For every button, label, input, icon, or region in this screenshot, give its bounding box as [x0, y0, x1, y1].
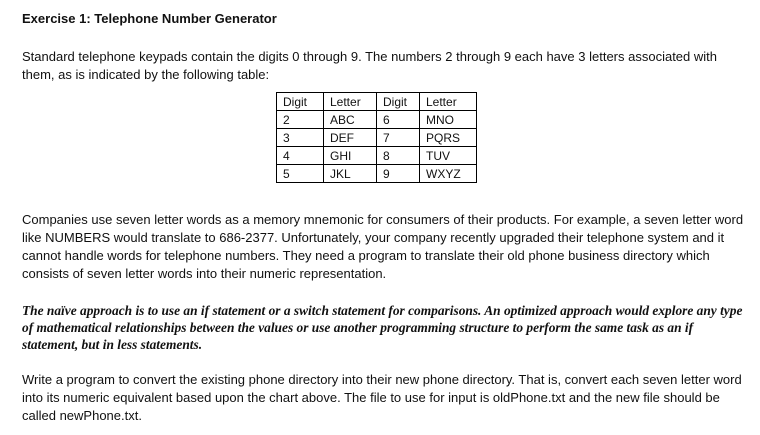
table-cell: 4 [277, 147, 324, 165]
table-cell: TUV [420, 147, 477, 165]
header-letter-2: Letter [420, 93, 477, 111]
table-cell: JKL [324, 165, 377, 183]
table-cell: MNO [420, 111, 477, 129]
header-letter-1: Letter [324, 93, 377, 111]
table-cell: 9 [377, 165, 420, 183]
table-cell: 8 [377, 147, 420, 165]
table-cell: ABC [324, 111, 377, 129]
table-cell: 3 [277, 129, 324, 147]
exercise-heading: Exercise 1: Telephone Number Generator [22, 11, 277, 26]
keypad-table [276, 92, 477, 183]
intro-paragraph: Standard telephone keypads contain the digits 0 through 9. The numbers 2 through 9 each have 3 letters associated with them, as is indicated by the following table: [22, 49, 717, 82]
table-cell: WXYZ [420, 165, 477, 183]
table-cell: PQRS [420, 129, 477, 147]
header-digit-2: Digit [377, 93, 420, 111]
approach-note-paragraph: The naïve approach is to use an if statement or a switch statement for comparisons. An optimized approach would explore any type of mathematical relationships between the values or use another programming structure to perform the same task as an if statement, but in less statements. [22, 303, 743, 352]
mnemonic-paragraph: Companies use seven letter words as a memory mnemonic for consumers of their products. For example, a seven letter word like NUMBERS would translate to 686-2377. Unfortunately, your company recently upgraded their telephone system and it cannot handle words for telephone numbers. They need a program to translate their old phone business directory which consists of seven letter words into their numeric representation. [22, 212, 744, 281]
table-row [277, 147, 477, 165]
table-cell: DEF [324, 129, 377, 147]
table-cell: GHI [324, 147, 377, 165]
table-row [277, 129, 477, 147]
table-cell: 2 [277, 111, 324, 129]
table-cell: 5 [277, 165, 324, 183]
table-header-row [277, 93, 477, 111]
table-row [277, 165, 477, 183]
header-digit-1: Digit [277, 93, 324, 111]
table-cell: 7 [377, 129, 420, 147]
table-row [277, 111, 477, 129]
task-paragraph: Write a program to convert the existing phone directory into their new phone directory. That is, convert each seven letter word into its numeric equivalent based upon the chart above. The file to use for input is oldPhone.txt and the new file should be called newPhone.txt. [22, 372, 742, 423]
table-cell: 6 [377, 111, 420, 129]
